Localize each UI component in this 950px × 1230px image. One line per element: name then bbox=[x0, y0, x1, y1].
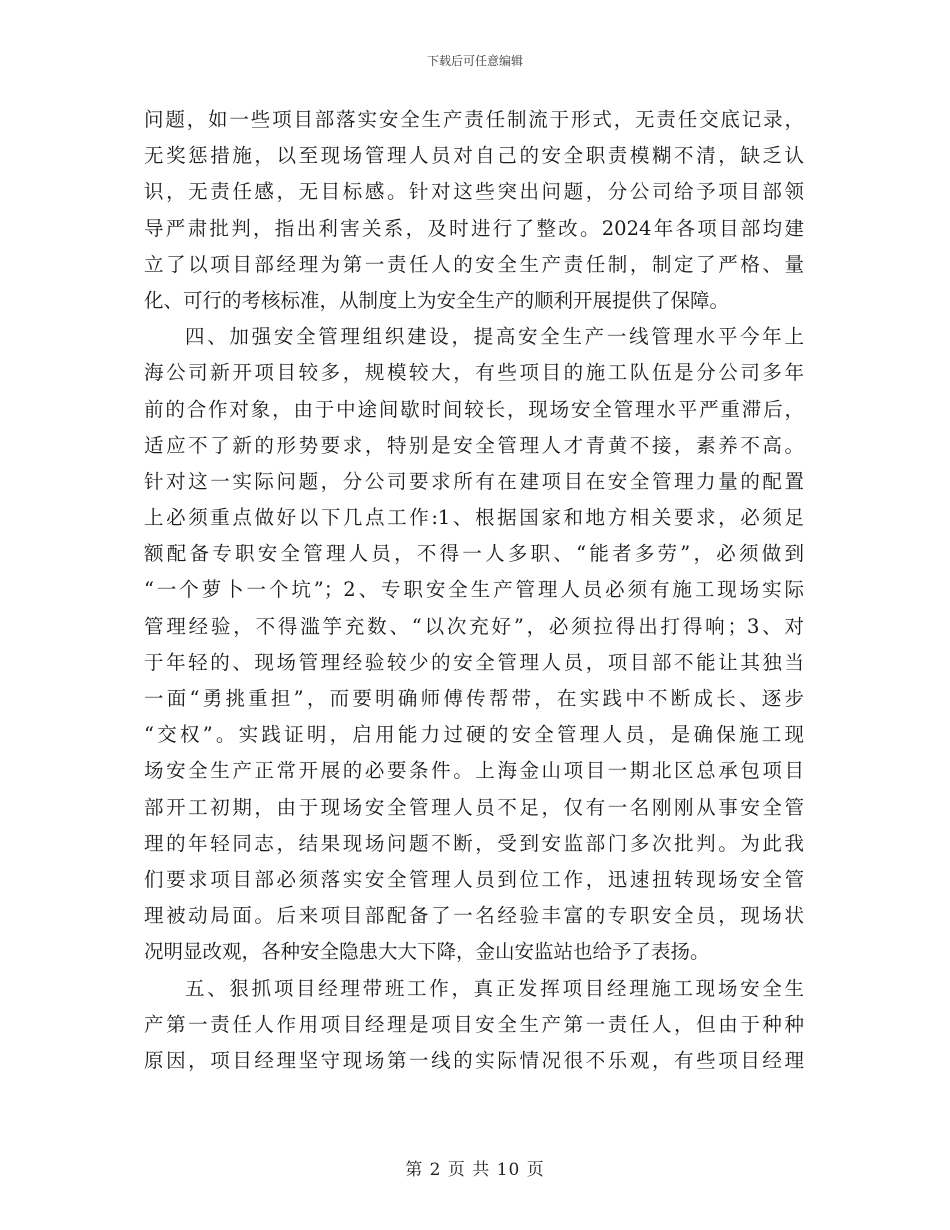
body-line: 上必须重点做好以下几点工作:1、根据国家和地方相关要求，必须足 bbox=[144, 506, 804, 530]
body-line: 理的年轻同志，结果现场问题不断，受到安监部门多次批判。为此我 bbox=[144, 831, 804, 855]
body-line: 针对这一实际问题，分公司要求所有在建项目在安全管理力量的配置 bbox=[144, 469, 804, 493]
body-line: 前的合作对象，由于中途间歇时间较长，现场安全管理水平严重滞后， bbox=[144, 397, 804, 421]
body-line: 部开工初期，由于现场安全管理人员不足，仅有一名刚刚从事安全管 bbox=[144, 795, 804, 819]
body-line: 额配备专职安全管理人员，不得一人多职、“能者多劳”，必须做到 bbox=[144, 542, 804, 566]
body-line: 产第一责任人作用项目经理是项目安全生产第一责任人，但由于种种 bbox=[144, 1012, 804, 1036]
body-line: 场安全生产正常开展的必要条件。上海金山项目一期北区总承包项目 bbox=[144, 759, 804, 783]
body-line: “交权”。实践证明，启用能力过硬的安全管理人员，是确保施工现 bbox=[144, 723, 804, 747]
body-line: 于年轻的、现场管理经验较少的安全管理人员，项目部不能让其独当 bbox=[144, 650, 804, 674]
body-line: 立了以项目部经理为第一责任人的安全生产责任制，制定了严格、量 bbox=[144, 252, 804, 276]
body-line: 无奖惩措施，以至现场管理人员对自己的安全职责模糊不清，缺乏认 bbox=[144, 144, 804, 168]
page-header-note: 下载后可任意编辑 bbox=[426, 54, 523, 68]
body-line-paragraph-end: 化、可行的考核标准，从制度上为安全生产的顺利开展提供了保障。 bbox=[144, 288, 730, 312]
body-line: 理被动局面。后来项目部配备了一名经验丰富的专职安全员，现场状 bbox=[144, 904, 804, 928]
body-line: 原因，项目经理坚守现场第一线的实际情况很不乐观，有些项目经理 bbox=[144, 1048, 804, 1072]
body-line-paragraph-end: 况明显改观，各种安全隐患大大下降，金山安监站也给予了表扬。 bbox=[144, 940, 710, 964]
body-line: 海公司新开项目较多，规模较大，有些项目的施工队伍是分公司多年 bbox=[144, 361, 804, 385]
document-body bbox=[144, 102, 804, 1079]
body-line: “一个萝卜一个坑”；2、专职安全生产管理人员必须有施工现场实际 bbox=[144, 578, 804, 602]
page-number: 第 2 页 共 10 页 bbox=[405, 1160, 545, 1180]
body-line: 管理经验，不得滥竽充数、“以次充好”，必须拉得出打得响；3、对 bbox=[144, 614, 804, 638]
body-line: 导严肃批判，指出利害关系，及时进行了整改。2024年各项目部均建 bbox=[144, 216, 804, 240]
body-line: 们要求项目部必须落实安全管理人员到位工作，迅速扭转现场安全管 bbox=[144, 867, 804, 891]
body-line-paragraph-start: 五、狠抓项目经理带班工作，真正发挥项目经理施工现场安全生 bbox=[185, 976, 804, 1000]
body-line: 一面“勇挑重担”，而要明确师傅传帮带，在实践中不断成长、逐步 bbox=[144, 687, 804, 710]
body-line: 问题，如一些项目部落实安全生产责任制流于形式，无责任交底记录， bbox=[144, 108, 804, 131]
body-line: 适应不了新的形势要求，特别是安全管理人才青黄不接，素养不高。 bbox=[144, 433, 804, 457]
body-line-paragraph-start: 四、加强安全管理组织建设，提高安全生产一线管理水平今年上 bbox=[185, 325, 804, 349]
body-line: 识，无责任感，无目标感。针对这些突出问题，分公司给予项目部领 bbox=[144, 180, 804, 204]
